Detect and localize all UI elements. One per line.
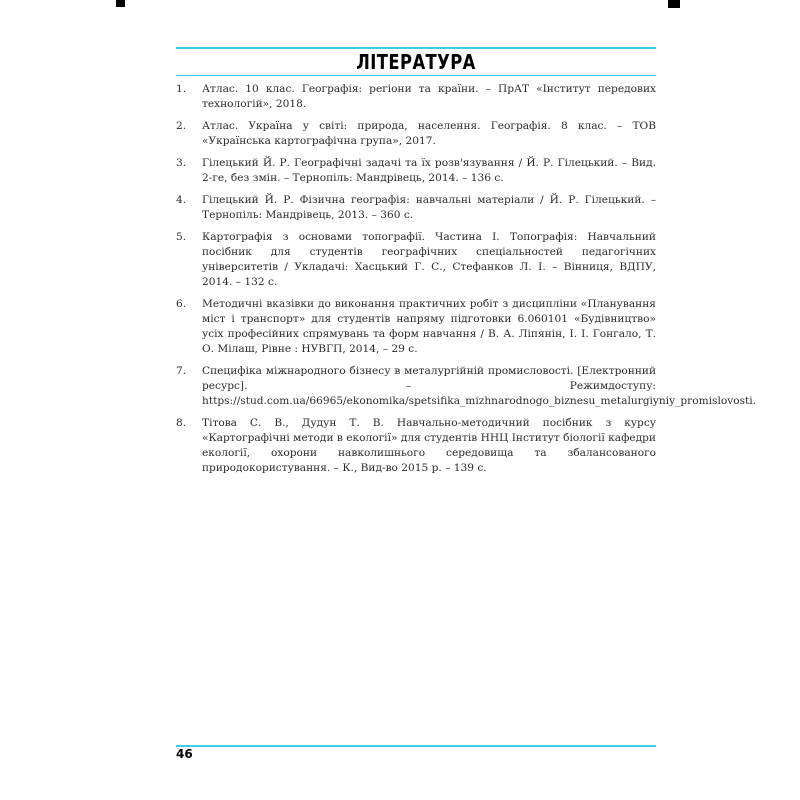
- reference-text: Атлас. Україна у світі: природа, населення. Географія. 8 клас. – ТОВ «Українська картографічна група», 2017.: [202, 120, 656, 147]
- reference-text: Картографія з основами топографії. Частина І. Топографія: Навчальний посібник для студентів географічних спеціальностей педагогічних університетів / Укладачі: Хасцький Г. С., Стефанков Л. І. – Вінниця, ВДПУ, 2014. – 132 с.: [202, 231, 656, 288]
- list-item: [176, 297, 656, 357]
- reference-number: 3.: [176, 157, 187, 169]
- header-bottom-rule: [176, 75, 656, 76]
- page-title: ЛІТЕРАТУРА: [356, 50, 476, 74]
- reference-number: 2.: [176, 120, 187, 132]
- reference-text: Методичні вказівки до виконання практичних робіт з дисципліни «Планування міст і транспорт» для студентів напряму підготовки 6.060101 «Будівництво» усіх професійних спрямувань та форм навчання / В. А. Ліпянін, І. І. Гонгало, Т. О. Мілаш, Рівне : НУВГП, 2014, – 29 с.: [202, 298, 656, 355]
- reference-text: Атлас. 10 клас. Географія: регіони та країни. – ПрАТ «Інститут передових технологій», 2018.: [202, 83, 656, 110]
- list-item: [176, 364, 757, 409]
- reference-text: Тітова С. В., Дудун Т. В. Навчально-методичний посібник з курсу «Картографічні методи в екології» для студентів ННЦ Інститут біології кафедри екології, охорони навколишнього середовища та збалансованого природокористування. – К., Вид-во 2015 р. – 139 с.: [202, 417, 656, 474]
- list-item: [176, 119, 656, 149]
- list-item: [176, 193, 656, 223]
- reference-number: 4.: [176, 194, 187, 206]
- list-item: [176, 82, 656, 112]
- reference-list: [176, 82, 757, 483]
- crop-mark-right: [668, 0, 680, 8]
- reference-number: 6.: [176, 298, 187, 310]
- reference-text: Гілецький Й. Р. Географічні задачі та їх розв'язування / Й. Р. Гілецький. – Вид. 2-ге, без змін. – Тернопіль: Мандрівець, 2014. – 136 с.: [202, 157, 656, 184]
- page-number: 46: [176, 747, 193, 761]
- crop-mark-left: [116, 0, 125, 7]
- footer-rule: [176, 745, 656, 747]
- header-top-rule: [176, 47, 656, 49]
- reference-text: Гілецький Й. Р. Фізична географія: навчальні матеріали / Й. Р. Гілецький. – Тернопіль: Мандрівець, 2013. – 360 с.: [202, 194, 656, 221]
- list-item: [176, 416, 656, 476]
- reference-number: 7.: [176, 365, 187, 377]
- list-item: [176, 230, 656, 290]
- reference-number: 8.: [176, 417, 187, 429]
- reference-number: 1.: [176, 83, 187, 95]
- reference-number: 5.: [176, 231, 187, 243]
- reference-text: Специфіка міжнародного бізнесу в металургійній промисловості. [Електронний ресурс]. – Режимдоступу: https://stud.com.ua/66965/ekonomika/spetsifika_mizhnarodnogo_biznesu_metalurgiyniy_promislovosti.: [202, 365, 757, 407]
- list-item: [176, 156, 656, 186]
